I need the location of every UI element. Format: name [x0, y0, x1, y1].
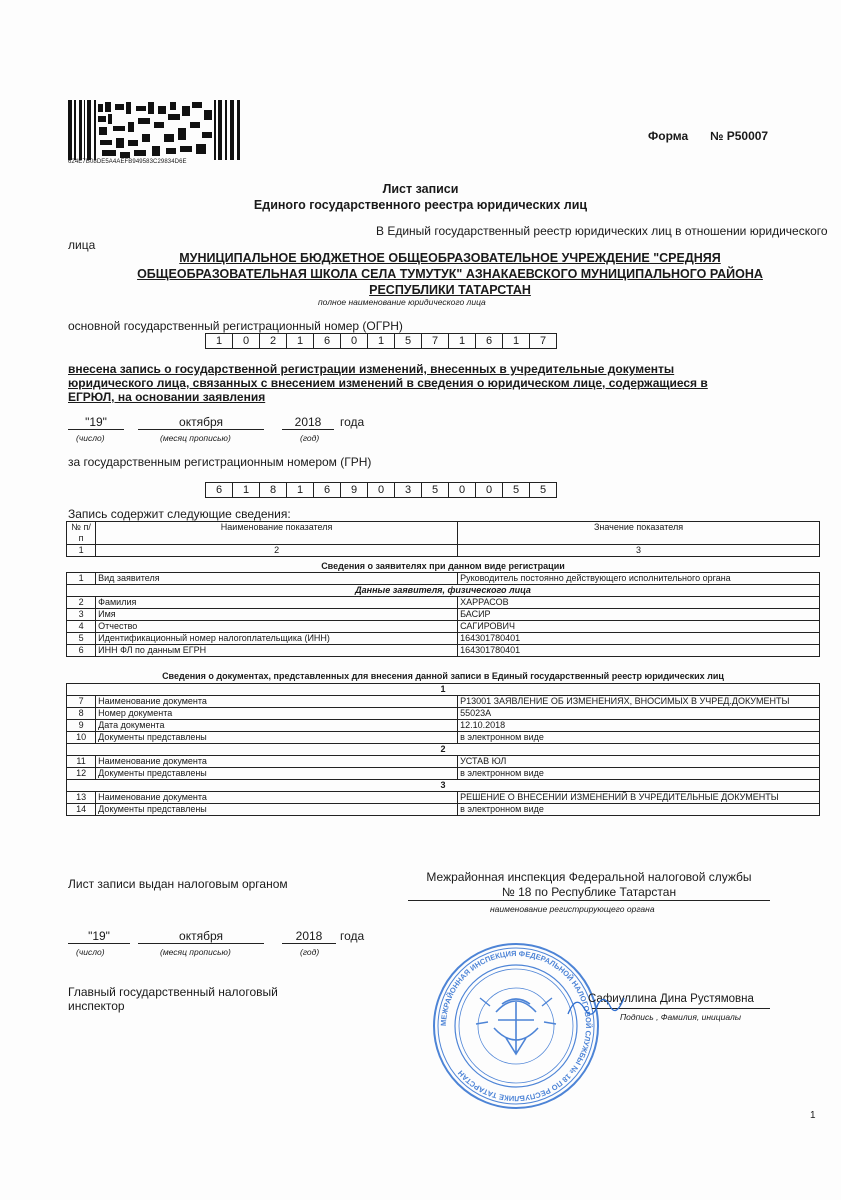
row-number: 5 — [67, 633, 96, 645]
footer-caption-day: (число) — [76, 947, 105, 957]
date-day: "19" — [68, 415, 124, 430]
ogrn-digit: 1 — [502, 333, 529, 349]
row-name: Вид заявителя — [96, 573, 458, 585]
row-value: в электронном виде — [458, 804, 820, 816]
grn-digit: 1 — [232, 482, 259, 498]
row-value: Р13001 ЗАЯВЛЕНИЕ ОБ ИЗМЕНЕНИЯХ, ВНОСИМЫХ В УЧРЕД.ДОКУМЕНТЫ — [458, 696, 820, 708]
entry-description — [68, 362, 768, 404]
caption-month: (месяц прописью) — [160, 433, 231, 443]
ogrn-label: основной государственный регистрационный номер (ОГРН) — [68, 319, 403, 333]
table-row — [67, 645, 820, 657]
table-group-row — [67, 780, 820, 792]
ogrn-digit: 1 — [367, 333, 394, 349]
caption-year: (год) — [300, 433, 320, 443]
grn-digit: 6 — [205, 482, 232, 498]
col-number-index: 1 — [67, 545, 96, 557]
table-subsection-row — [67, 585, 820, 597]
row-name: Имя — [96, 609, 458, 621]
table-row — [67, 732, 820, 744]
row-name: Идентификационный номер налогоплательщика (ИНН) — [96, 633, 458, 645]
row-name: Документы представлены — [96, 804, 458, 816]
col-value-header: Значение показателя — [458, 522, 820, 545]
signer-caption: Подпись , Фамилия, инициалы — [620, 1012, 742, 1022]
applicants-table — [66, 572, 820, 657]
form-number: № Р50007 — [710, 129, 769, 143]
row-name: Номер документа — [96, 708, 458, 720]
org-line-1: МУНИЦИПАЛЬНОЕ БЮДЖЕТНОЕ ОБЩЕОБРАЗОВАТЕЛЬНОЕ УЧРЕЖДЕНИЕ "СРЕДНЯЯ — [179, 251, 721, 265]
grn-boxes — [205, 482, 557, 498]
footer-caption-year: (год) — [300, 947, 320, 957]
table-row — [67, 768, 820, 780]
barcode — [68, 100, 240, 160]
caption-day: (число) — [76, 433, 105, 443]
ogrn-digit: 2 — [259, 333, 286, 349]
grn-digit: 1 — [286, 482, 313, 498]
footer-date-suffix: года — [340, 929, 365, 943]
grn-label: за государственным регистрационным номером (ГРН) — [68, 455, 372, 469]
footer-caption-month: (месяц прописью) — [160, 947, 231, 957]
intro-text: В Единый государственный реестр юридических лиц в отношении юридического — [376, 224, 828, 238]
footer-date-day: "19" — [68, 929, 130, 944]
official-seal-stamp — [432, 942, 600, 1110]
row-number: 4 — [67, 621, 96, 633]
grn-digit: 3 — [394, 482, 421, 498]
row-name: Документы представлены — [96, 768, 458, 780]
table-row — [67, 792, 820, 804]
table-group-row — [67, 744, 820, 756]
ogrn-digit: 7 — [421, 333, 448, 349]
table-group-row — [67, 684, 820, 696]
table-row — [67, 756, 820, 768]
row-value: ХАРРАСОВ — [458, 597, 820, 609]
row-name: Фамилия — [96, 597, 458, 609]
row-value: САГИРОВИЧ — [458, 621, 820, 633]
documents-section-title: Сведения о документах, представленных для внесения данной записи в Единый государственный реестр юридических лиц — [162, 671, 724, 681]
org-caption: полное наименование юридического лица — [318, 297, 486, 307]
row-name: Отчество — [96, 621, 458, 633]
authority-caption: наименование регистрирующего органа — [490, 904, 655, 914]
header-table — [66, 521, 820, 557]
applicants-subsection-title: Данные заявителя, физического лица — [67, 585, 820, 597]
date-year-suffix: года — [340, 415, 365, 429]
row-value: 55023А — [458, 708, 820, 720]
documents-table — [66, 683, 820, 816]
page-number: 1 — [810, 1110, 816, 1121]
footer-date-year: 2018 — [282, 929, 336, 944]
row-name: Дата документа — [96, 720, 458, 732]
col-number-header: № п/п — [67, 522, 96, 545]
row-name: Наименование документа — [96, 756, 458, 768]
ogrn-digit: 7 — [529, 333, 557, 349]
table-row — [67, 633, 820, 645]
row-number: 2 — [67, 597, 96, 609]
stamp-ring-text: МЕЖРАЙОННАЯ ИНСПЕКЦИЯ ФЕДЕРАЛЬНОЙ НАЛОГОВОЙ СЛУЖБЫ № 18 ПО РЕСПУБЛИКЕ ТАТАРСТАН — [438, 948, 594, 1104]
document-title: Лист записи — [382, 182, 459, 196]
ogrn-digit: 0 — [232, 333, 259, 349]
row-value: в электронном виде — [458, 732, 820, 744]
col-value-index: 3 — [458, 545, 820, 557]
row-name: Документы представлены — [96, 732, 458, 744]
grn-digit: 8 — [259, 482, 286, 498]
table-row — [67, 597, 820, 609]
table-row — [67, 804, 820, 816]
inspector-line-2: инспектор — [68, 999, 125, 1013]
row-number: 8 — [67, 708, 96, 720]
row-value: Руководитель постоянно действующего исполнительного органа — [458, 573, 820, 585]
row-value: 164301780401 — [458, 645, 820, 657]
ogrn-boxes — [205, 333, 557, 349]
table-row — [67, 573, 820, 585]
grn-digit: 5 — [502, 482, 529, 498]
grn-digit: 5 — [529, 482, 557, 498]
grn-digit: 0 — [448, 482, 475, 498]
row-value: УСТАВ ЮЛ — [458, 756, 820, 768]
form-label: Форма — [648, 129, 689, 143]
row-number: 7 — [67, 696, 96, 708]
row-number: 11 — [67, 756, 96, 768]
row-name: Наименование документа — [96, 792, 458, 804]
date-year: 2018 — [282, 415, 334, 430]
grn-digit: 5 — [421, 482, 448, 498]
col-name-index: 2 — [96, 545, 458, 557]
org-line-3: РЕСПУБЛИКИ ТАТАРСТАН — [369, 283, 531, 297]
entry-line-1: внесена запись о государственной регистрации изменений, внесенных в учредительные документы — [68, 362, 675, 376]
document-subtitle: Единого государственного реестра юридических лиц — [253, 198, 588, 212]
row-number: 3 — [67, 609, 96, 621]
row-name: ИНН ФЛ по данным ЕГРН — [96, 645, 458, 657]
entry-line-3: ЕГРЮЛ, на основании заявления — [68, 390, 266, 404]
table-row — [67, 708, 820, 720]
applicants-section-title: Сведения о заявителях при данном виде регистрации — [321, 561, 565, 571]
row-number: 10 — [67, 732, 96, 744]
ogrn-digit: 5 — [394, 333, 421, 349]
barcode-text: 624E7B08DE5A4AEFB949583C29834D6E — [68, 159, 187, 165]
row-value: 164301780401 — [458, 633, 820, 645]
ogrn-digit: 1 — [448, 333, 475, 349]
footer-date-month: октября — [138, 929, 264, 944]
grn-digit: 6 — [313, 482, 340, 498]
intro-text-2: лица — [68, 238, 96, 252]
grn-digit: 0 — [475, 482, 502, 498]
row-number: 9 — [67, 720, 96, 732]
document-group-2: 2 — [67, 744, 820, 756]
table-row — [67, 609, 820, 621]
entry-line-2: юридического лица, связанных с внесением изменений в сведения о юридическом лице, содержащиеся в — [68, 376, 708, 390]
row-number: 13 — [67, 792, 96, 804]
row-value: в электронном виде — [458, 768, 820, 780]
organization-name — [70, 250, 830, 298]
ogrn-digit: 0 — [340, 333, 367, 349]
ogrn-digit: 1 — [205, 333, 232, 349]
authority-line-1: Межрайонная инспекция Федеральной налоговой службы — [426, 870, 752, 884]
document-group-3: 3 — [67, 780, 820, 792]
row-value: 12.10.2018 — [458, 720, 820, 732]
grn-digit: 0 — [367, 482, 394, 498]
row-number: 14 — [67, 804, 96, 816]
row-name: Наименование документа — [96, 696, 458, 708]
org-line-2: ОБЩЕОБРАЗОВАТЕЛЬНАЯ ШКОЛА СЕЛА ТУМУТУК" АЗНАКАЕВСКОГО МУНИЦИПАЛЬНОГО РАЙОНА — [137, 267, 763, 281]
table-row — [67, 720, 820, 732]
col-name-header: Наименование показателя — [96, 522, 458, 545]
signer-name: Сафиуллина Дина Рустямовна — [588, 993, 754, 1005]
ogrn-digit: 6 — [313, 333, 340, 349]
row-value: РЕШЕНИЕ О ВНЕСЕНИИ ИЗМЕНЕНИЙ В УЧРЕДИТЕЛЬНЫЕ ДОКУМЕНТЫ — [458, 792, 820, 804]
inspector-line-1: Главный государственный налоговый — [68, 985, 278, 999]
authority-line-2: № 18 по Республике Татарстан — [501, 885, 677, 899]
authority-name — [408, 870, 770, 901]
table-row — [67, 696, 820, 708]
ogrn-digit: 6 — [475, 333, 502, 349]
date-month: октября — [138, 415, 264, 430]
inspector-title — [68, 985, 278, 1013]
issued-label: Лист записи выдан налоговым органом — [68, 877, 288, 891]
table-row — [67, 621, 820, 633]
row-number: 1 — [67, 573, 96, 585]
contents-label: Запись содержит следующие сведения: — [68, 507, 291, 521]
grn-digit: 9 — [340, 482, 367, 498]
signature-scribble — [566, 990, 626, 1020]
row-value: БАСИР — [458, 609, 820, 621]
row-number: 12 — [67, 768, 96, 780]
document-group-1: 1 — [67, 684, 820, 696]
ogrn-digit: 1 — [286, 333, 313, 349]
row-number: 6 — [67, 645, 96, 657]
